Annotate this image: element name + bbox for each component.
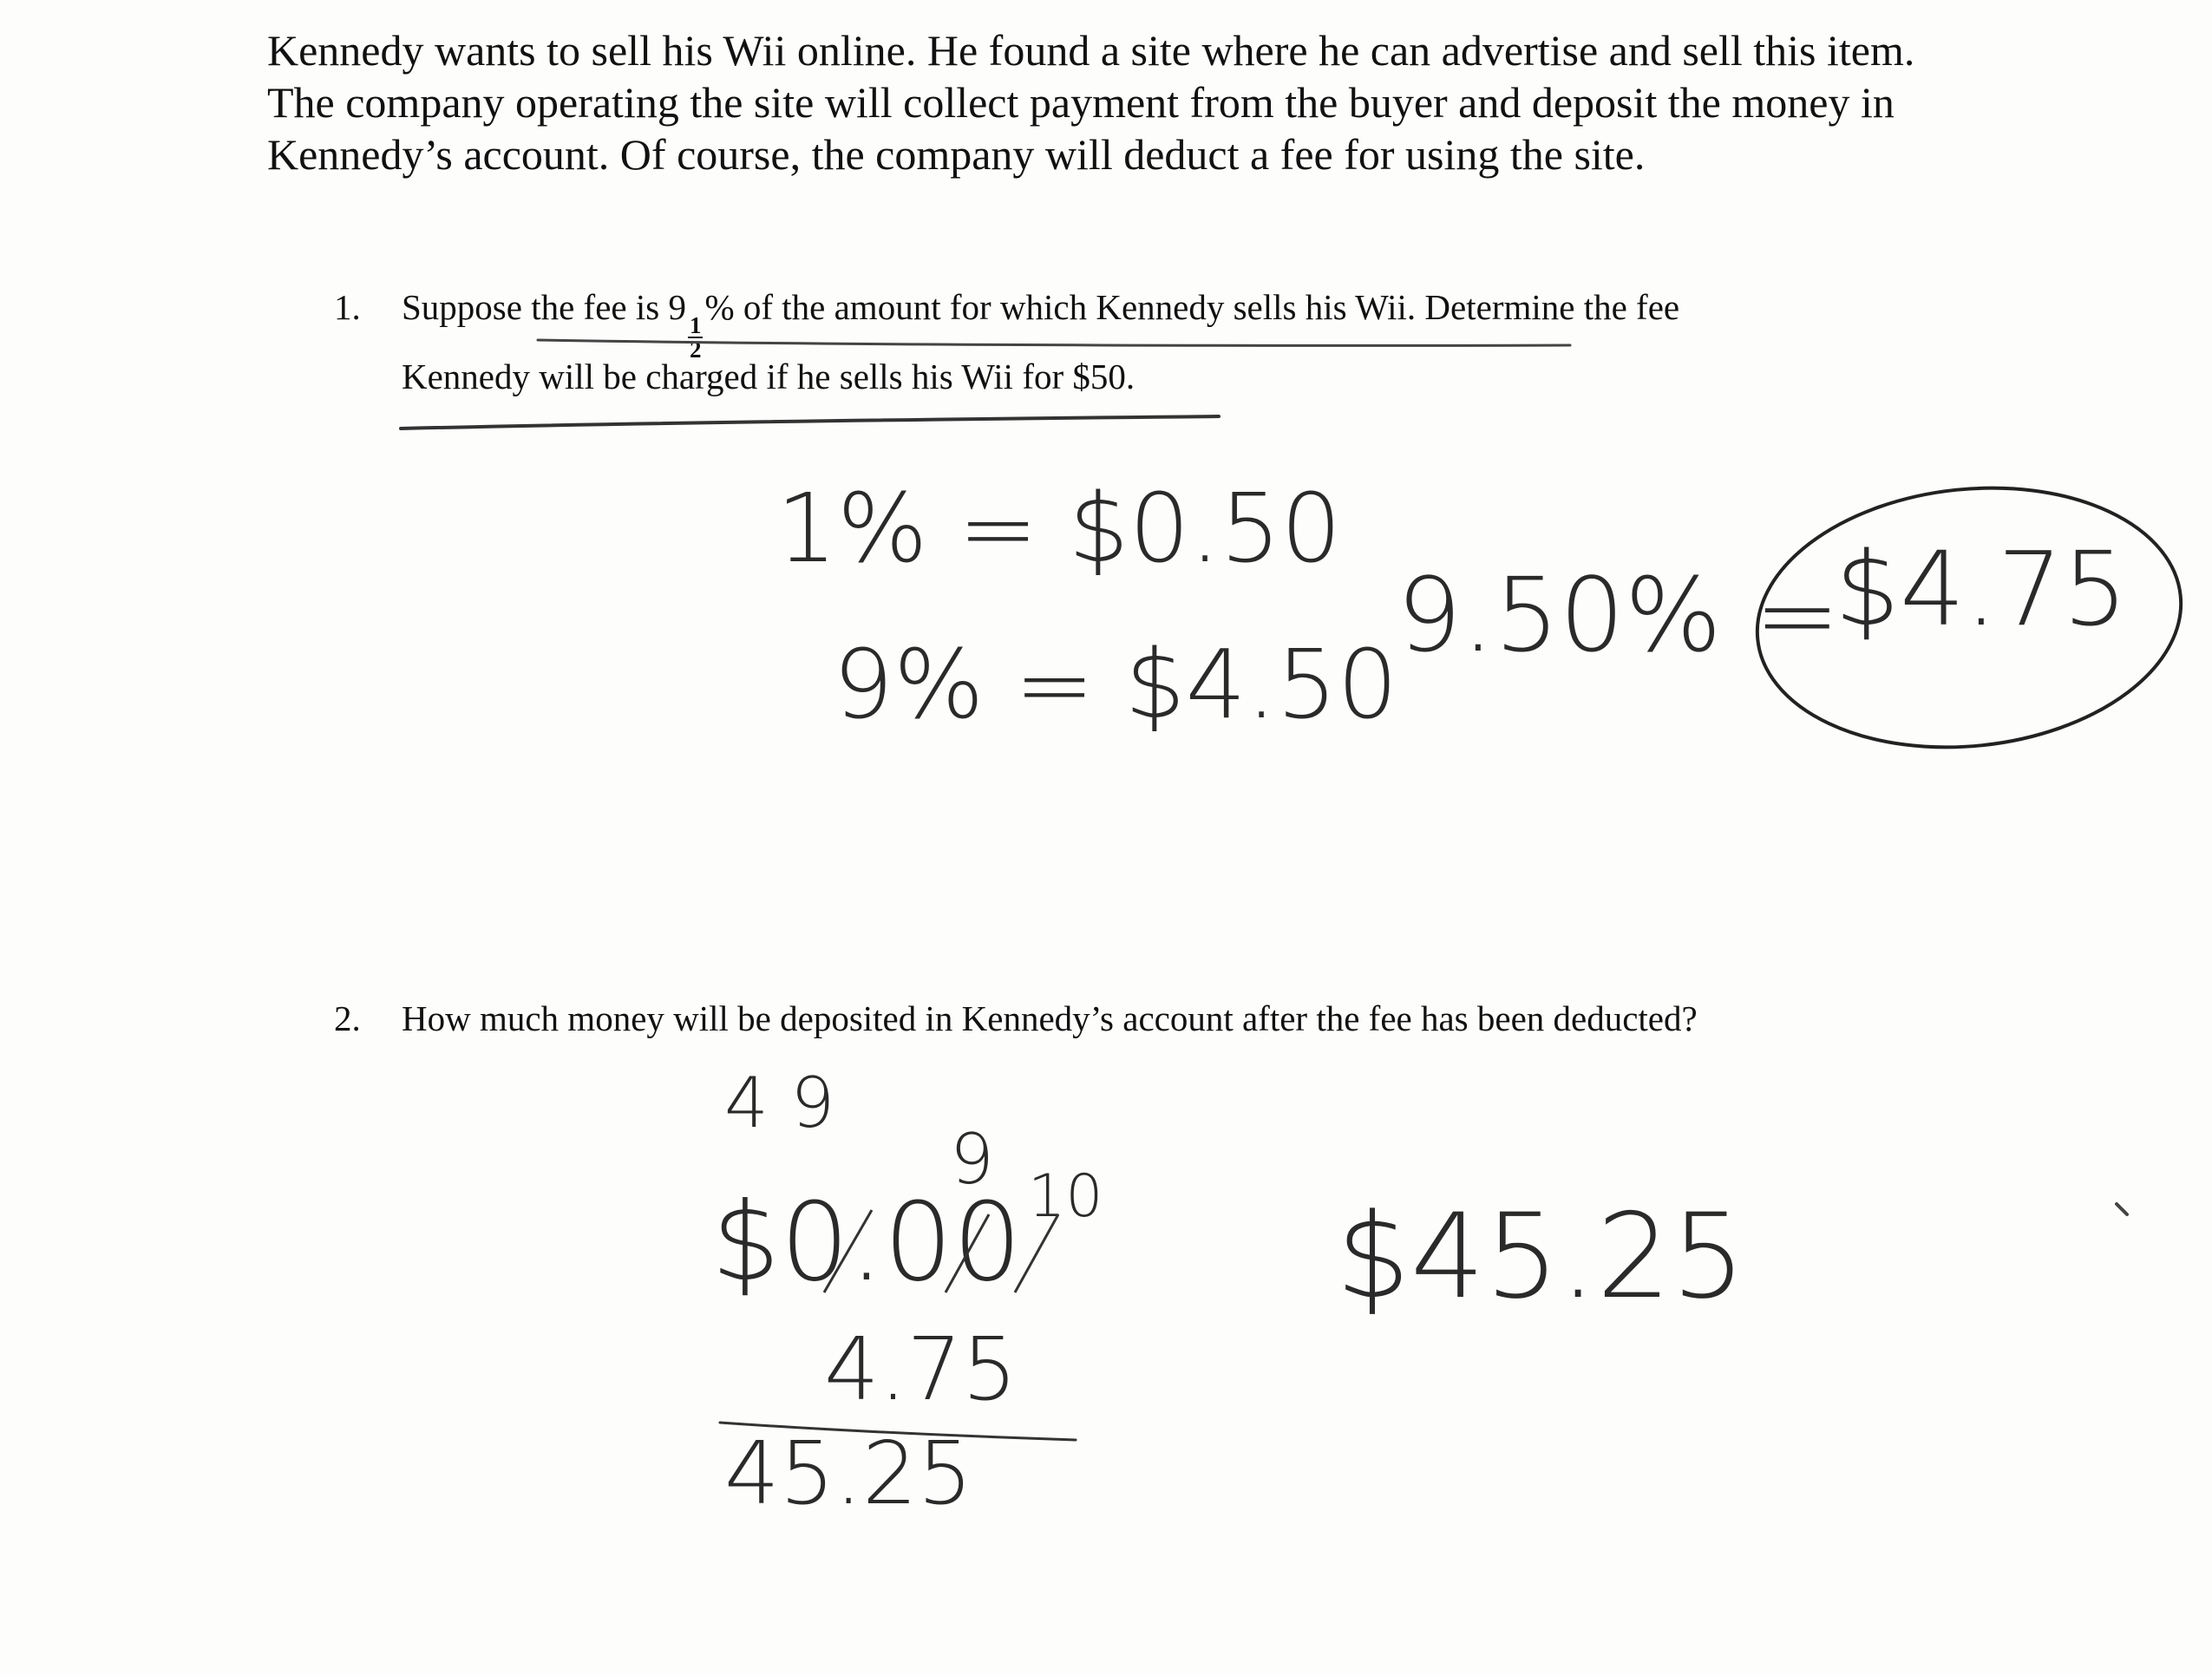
fraction-one-half: $\frac{1}{2}$ — [689, 312, 702, 363]
intro-paragraph — [267, 24, 2002, 180]
borrow-mark-ten: 10 — [1028, 1162, 1103, 1231]
question-2-number: 2. — [334, 998, 361, 1038]
question-1-text-after: % of the amount for which Kennedy sells his Wii. Determine the fee — [704, 287, 1680, 327]
subtraction-subtrahend: 4.75 — [824, 1318, 1018, 1420]
borrow-mark-nine: 9 — [950, 1119, 994, 1200]
question-1-line-1 — [334, 286, 1679, 361]
subtraction-difference: 45.25 — [724, 1423, 973, 1524]
intro-line-3: Kennedy’s account. Of course, the company will deduct a fee for using the site. — [267, 130, 1646, 179]
work-step-nine-point-five-percent: 9.50% = — [1397, 555, 1841, 675]
intro-line-1: Kennedy wants to sell his Wii online. He found a site where he can advertise and sell this item. — [267, 26, 1915, 75]
work-step-one-percent: 1% = $0.50 — [776, 473, 1342, 584]
borrow-marks-top: 4 9 — [724, 1063, 835, 1143]
question-2-text: How much money will be deposited in Kennedy’s account after the fee has been deducted? — [402, 998, 1698, 1038]
intro-line-2: The company operating the site will collect payment from the buyer and deposit the money in — [267, 78, 1895, 127]
question-1-number: 1. — [334, 287, 361, 327]
underline-question-1-line-2 — [401, 416, 1219, 429]
subtraction-minuend: $0.00 — [711, 1180, 1022, 1305]
work-step-nine-percent: 9% = $4.50 — [833, 629, 1398, 740]
stray-mark — [2117, 1204, 2127, 1214]
answer-deposit: $45.25 — [1336, 1188, 1746, 1325]
question-1-text-before: Suppose the fee is 9 — [402, 287, 686, 327]
question-2-line — [334, 998, 1698, 1039]
question-1-line-2: Kennedy will be charged if he sells his Wii for $50. — [402, 357, 1135, 396]
answer-fee: $4.75 — [1835, 529, 2128, 649]
